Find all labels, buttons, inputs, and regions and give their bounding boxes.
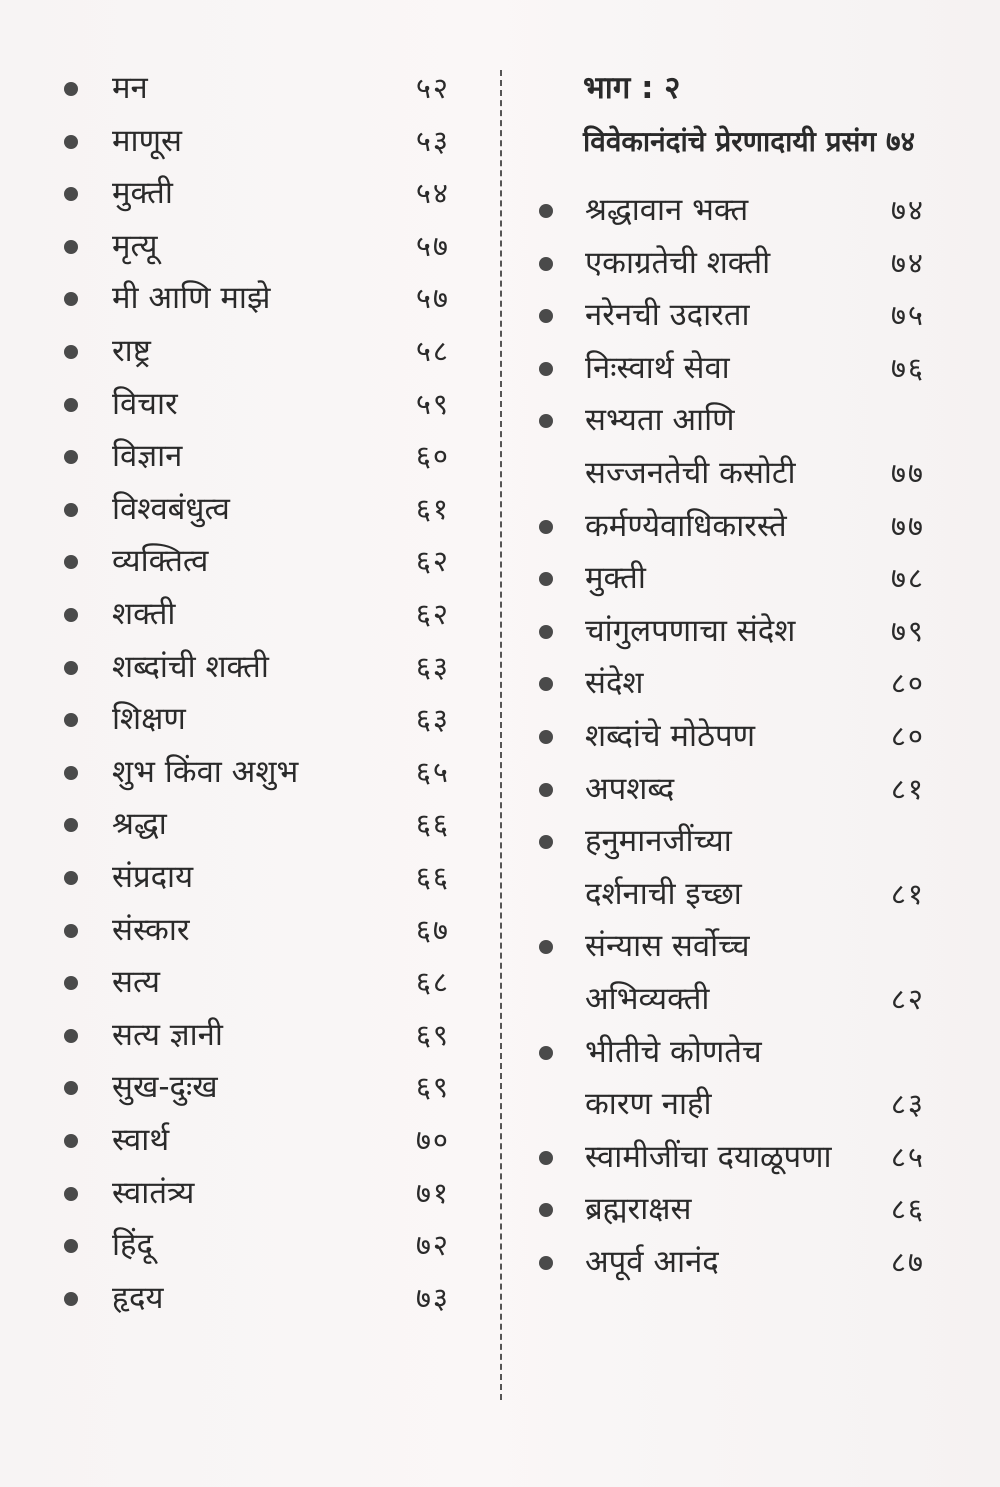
toc-entry-title: अपशब्द [585, 770, 675, 807]
bullet-icon [64, 924, 78, 938]
toc-entry-title: सत्य ज्ञानी [112, 1016, 223, 1053]
bullet-icon [539, 1151, 553, 1165]
toc-entry-page: ६९ [415, 1070, 450, 1105]
toc-entry-page: ६३ [415, 702, 450, 737]
toc-entry[interactable] [50, 1009, 470, 1061]
toc-entry[interactable] [525, 289, 975, 342]
bullet-icon [539, 1203, 553, 1217]
toc-entry[interactable] [50, 956, 470, 1008]
bullet-icon [539, 204, 553, 218]
toc-entry[interactable] [50, 430, 470, 482]
toc-entry[interactable] [50, 115, 470, 167]
toc-entry-title: विश्वबंधुत्व [112, 490, 230, 527]
toc-entry-page: ६२ [415, 544, 450, 579]
toc-entry-title: अपूर्व आनंद [585, 1244, 719, 1280]
bullet-icon [64, 503, 78, 517]
bullet-icon [64, 555, 78, 569]
toc-entry[interactable] [50, 220, 470, 272]
toc-entry[interactable] [50, 1114, 470, 1166]
toc-entry[interactable] [50, 167, 470, 219]
bullet-icon [64, 818, 78, 832]
toc-entry[interactable] [50, 1272, 470, 1324]
toc-entry-page: ७० [415, 1123, 450, 1157]
bullet-icon [539, 940, 553, 954]
toc-entry-title: संन्यास सर्वोच्च [585, 928, 750, 965]
bullet-icon [64, 82, 78, 96]
toc-entry-page: ६६ [415, 860, 450, 894]
toc-entry-title: शिक्षण [112, 701, 186, 738]
toc-entry[interactable] [525, 552, 975, 605]
toc-entry[interactable] [50, 1061, 470, 1113]
toc-entry[interactable] [525, 500, 975, 553]
toc-entry-page: ६१ [415, 491, 450, 526]
bullet-icon [64, 292, 78, 306]
toc-entry-title: चांगुलपणाचा संदेश [585, 612, 796, 649]
toc-entry-title: हृदय [112, 1279, 164, 1316]
toc-entry-title: मृत्यू [112, 227, 158, 264]
bullet-icon [539, 362, 553, 376]
bullet-icon [64, 135, 78, 149]
toc-entry[interactable] [50, 1167, 470, 1219]
toc-entry[interactable] [50, 272, 470, 324]
toc-entry-page: ८६ [890, 1192, 925, 1227]
toc-entry[interactable] [50, 693, 470, 745]
bullet-icon [539, 309, 553, 323]
toc-entry-page: ६५ [415, 754, 450, 789]
toc-entry-page: ६७ [415, 912, 450, 947]
toc-entry-title: श्रद्धा [112, 806, 167, 843]
toc-entry-title: सत्य [112, 964, 160, 1001]
toc-entry-title: दर्शनाची इच्छा [585, 875, 742, 912]
toc-entry-title: कर्मण्येवाधिकारस्ते [585, 507, 787, 544]
toc-entry[interactable] [525, 763, 975, 816]
bullet-icon [64, 345, 78, 359]
toc-entry-title: शक्ती [112, 596, 176, 632]
toc-entry-title: सभ्यता आणि [585, 402, 735, 439]
bullet-icon [539, 783, 553, 797]
toc-entry-page: ५२ [415, 71, 450, 105]
toc-entry-title: स्वातंत्र्य [112, 1174, 195, 1211]
toc-entry-page: ७९ [890, 613, 925, 648]
toc-entry[interactable] [50, 904, 470, 956]
toc-entry-title: निःस्वार्थ सेवा [585, 349, 730, 386]
toc-entry[interactable] [525, 184, 975, 237]
toc-entry-page: ७७ [890, 455, 925, 490]
toc-entry-page: ८३ [890, 1087, 925, 1122]
toc-entry-page: ६६ [415, 807, 450, 842]
toc-entry-title: अभिव्यक्ती [585, 980, 710, 1017]
toc-entry-title: स्वार्थ [112, 1122, 170, 1158]
toc-entry-title: शब्दांचे मोठेपण [585, 718, 756, 754]
toc-entry[interactable] [50, 378, 470, 430]
bullet-icon [64, 1239, 78, 1253]
column-divider [500, 70, 502, 1400]
toc-entry-title: स्वामीजींचा दयाळूपणा [585, 1138, 832, 1175]
bullet-icon [539, 572, 553, 586]
toc-entry-page: ८५ [890, 1139, 925, 1174]
toc-entry-page: ५३ [415, 123, 450, 158]
toc-entry[interactable] [50, 641, 470, 693]
bullet-icon [64, 187, 78, 201]
bullet-icon [539, 677, 553, 691]
toc-entry-title: शब्दांची शक्ती [112, 648, 269, 685]
toc-entry[interactable] [525, 1236, 975, 1289]
toc-entry[interactable] [525, 1026, 975, 1131]
toc-entry[interactable] [50, 535, 470, 587]
bullet-icon [64, 450, 78, 464]
toc-entry-page: ६९ [415, 1017, 450, 1052]
bullet-icon [64, 661, 78, 675]
part-heading: भाग : २ [583, 70, 681, 106]
bullet-icon [64, 1187, 78, 1201]
toc-entry-title: मुक्ती [112, 175, 173, 212]
toc-entry-page: ६३ [415, 649, 450, 684]
toc-entry[interactable] [525, 394, 975, 499]
toc-entry-page: ७७ [890, 508, 925, 543]
toc-entry-title: कारण नाही [585, 1086, 712, 1123]
bullet-icon [64, 766, 78, 780]
bullet-icon [539, 835, 553, 849]
toc-entry-title: मुक्ती [585, 560, 646, 597]
toc-entry-title: संप्रदाय [112, 859, 194, 895]
toc-entry-title: ब्रह्मराक्षस [585, 1191, 692, 1228]
toc-entry-title: भीतीचे कोणतेच [585, 1033, 762, 1070]
bullet-icon [539, 257, 553, 271]
toc-entry-page: ८० [890, 666, 925, 701]
toc-entry-page: ७२ [415, 1228, 450, 1263]
toc-entry-page: ५८ [415, 334, 450, 368]
bullet-icon [64, 1029, 78, 1043]
toc-entry[interactable] [50, 62, 470, 114]
bullet-icon [64, 1134, 78, 1148]
toc-entry[interactable] [525, 605, 975, 658]
toc-entry-page: ५९ [415, 386, 450, 421]
toc-entry-page: ७३ [415, 1280, 450, 1315]
toc-entry-title: विचार [112, 385, 178, 422]
toc-entry[interactable] [50, 1219, 470, 1271]
toc-entry-title: विज्ञान [112, 438, 183, 475]
toc-entry-title: मी आणि माझे [112, 280, 271, 317]
toc-entry[interactable] [525, 657, 975, 710]
toc-entry-title: हिंदू [112, 1227, 153, 1264]
toc-entry[interactable] [50, 851, 470, 903]
toc-entry[interactable] [525, 342, 975, 395]
toc-entry-page: ५७ [415, 228, 450, 263]
toc-entry[interactable] [50, 746, 470, 798]
toc-entry-page: ७१ [415, 1175, 450, 1210]
part-title: विवेकानंदांचे प्रेरणादायी प्रसंग ७४ [583, 125, 916, 158]
bullet-icon [539, 414, 553, 428]
toc-entry-page: ५४ [415, 176, 450, 211]
bullet-icon [539, 625, 553, 639]
toc-entry[interactable] [525, 1183, 975, 1236]
toc-entry-title: शुभ किंवा अशुभ [112, 753, 299, 790]
toc-entry-title: सुख-दुःख [112, 1069, 218, 1106]
toc-entry[interactable] [50, 325, 470, 377]
toc-entry-page: ७८ [890, 561, 925, 596]
toc-entry-title: श्रद्धावान भक्त [585, 192, 749, 228]
toc-entry[interactable] [50, 798, 470, 850]
toc-entry-title: माणूस [112, 122, 182, 159]
toc-entry[interactable] [525, 710, 975, 763]
bullet-icon [539, 520, 553, 534]
toc-entry-page: ६२ [415, 597, 450, 631]
toc-entry-title: नरेनची उदारता [585, 297, 750, 334]
bullet-icon [64, 1292, 78, 1306]
bullet-icon [539, 730, 553, 744]
toc-entry[interactable] [50, 588, 470, 640]
toc-entry-page: ६० [415, 439, 450, 474]
toc-entry-title: एकाग्रतेची शक्ती [585, 244, 771, 281]
toc-entry-page: ६८ [415, 965, 450, 1000]
toc-entry-title: हनुमानजींच्या [585, 823, 732, 860]
toc-entry-page: ८१ [890, 876, 925, 911]
toc-entry-title: व्यक्तित्व [112, 543, 209, 580]
bullet-icon [64, 1081, 78, 1095]
toc-entry-page: ५७ [415, 281, 450, 316]
toc-entry-page: ८१ [890, 771, 925, 806]
bullet-icon [64, 713, 78, 727]
bullet-icon [539, 1046, 553, 1060]
toc-entry[interactable] [525, 237, 975, 290]
toc-entry-title: संस्कार [112, 911, 190, 948]
toc-entry-page: ८७ [890, 1245, 925, 1279]
toc-entry-title: राष्ट्र [112, 333, 151, 369]
toc-entry-page: ८० [890, 719, 925, 753]
toc-entry-page: ७६ [890, 350, 925, 385]
toc-entry[interactable] [525, 920, 975, 1025]
toc-entry-page: ७४ [890, 193, 925, 227]
toc-entry-page: ७५ [890, 298, 925, 333]
bullet-icon [64, 398, 78, 412]
bullet-icon [64, 871, 78, 885]
toc-entry[interactable] [525, 1131, 975, 1184]
toc-entry-page: ७४ [890, 245, 925, 280]
bullet-icon [64, 976, 78, 990]
bullet-icon [64, 240, 78, 254]
toc-entry-title: संदेश [585, 665, 644, 702]
toc-entry-page: ८२ [890, 981, 925, 1016]
toc-entry[interactable] [525, 815, 975, 920]
toc-entry-title: सज्जनतेची कसोटी [585, 454, 796, 491]
toc-entry[interactable] [50, 483, 470, 535]
bullet-icon [539, 1256, 553, 1270]
bullet-icon [64, 608, 78, 622]
toc-entry-title: मन [112, 70, 148, 106]
